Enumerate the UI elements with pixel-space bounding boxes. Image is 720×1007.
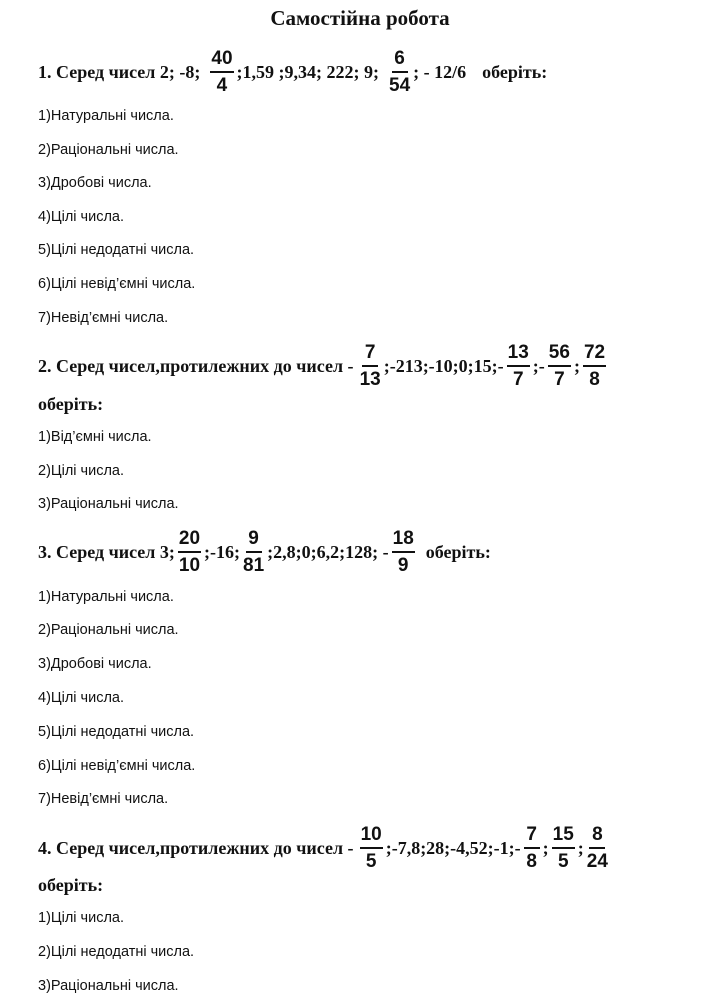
q3-option-7: 7)Невід’ємні числа. <box>38 791 169 807</box>
q3-option-5: 5)Цілі недодатні числа. <box>38 724 195 740</box>
q1-text-2: ;1,59 ;9,34; 222; 9; <box>236 61 380 82</box>
q4-choose-label: оберіть: <box>38 875 104 895</box>
q1-option-6: 6)Цілі невід’ємні числа. <box>38 276 196 292</box>
q1-option-3: 3)Дробові числа. <box>38 175 152 191</box>
q3-fraction-3 <box>392 529 415 575</box>
q3-option-4: 4)Цілі числа. <box>38 690 125 706</box>
q1-option-7: 7)Невід’ємні числа. <box>38 310 169 326</box>
q4-text-2: ;-7,8;28;-4,52;-1;- <box>385 837 521 858</box>
question-2 <box>38 336 609 396</box>
q1-fraction-1-numerator: 40 <box>210 49 233 73</box>
q4-fraction-1 <box>360 825 383 871</box>
q3-fraction-3-denominator: 9 <box>397 555 409 576</box>
q1-text-1: 1. Серед чисел 2; -8; <box>38 61 201 82</box>
q3-option-2: 2)Раціональні числа. <box>38 622 179 638</box>
q3-option-1: 1)Натуральні числа. <box>38 589 174 605</box>
q1-fraction-2-denominator: 54 <box>389 75 411 96</box>
q1-option-1: 1)Натуральні числа. <box>38 108 174 124</box>
q1-option-5: 5)Цілі недодатні числа. <box>38 242 195 258</box>
q4-fraction-2-numerator: 7 <box>524 825 540 849</box>
q3-text-3: ;2,8;0;6,2;128; - <box>267 541 389 562</box>
q2-fraction-3-numerator: 56 <box>548 343 571 367</box>
q2-option-2: 2)Цілі числа. <box>38 463 125 479</box>
q4-fraction-4-numerator: 8 <box>589 825 605 849</box>
q4-option-1: 1)Цілі числа. <box>38 910 125 926</box>
q3-option-6: 6)Цілі невід’ємні числа. <box>38 758 196 774</box>
q3-fraction-2-numerator: 9 <box>246 529 262 553</box>
q2-text-2: ;-213;-10;0;15;- <box>383 355 504 376</box>
q2-fraction-3-denominator: 7 <box>554 369 565 390</box>
q1-text-4: оберіть: <box>482 61 548 82</box>
q1-option-4: 4)Цілі числа. <box>38 209 125 225</box>
q2-fraction-2-denominator: 7 <box>512 369 524 390</box>
q2-option-3: 3)Раціональні числа. <box>38 496 179 512</box>
q2-text-1: 2. Серед чисел,протилежних до чисел - <box>38 355 354 376</box>
q3-text-2: ;-16; <box>204 541 241 562</box>
q2-fraction-4 <box>583 343 606 389</box>
q4-text-3: ; <box>542 837 549 858</box>
q4-fraction-3 <box>552 825 575 871</box>
q1-fraction-2-numerator: 6 <box>392 49 408 73</box>
q4-fraction-2-denominator: 8 <box>526 851 537 872</box>
q1-text-3: ; - 12/6 <box>413 61 467 82</box>
q3-text-1: 3. Серед чисел 3; <box>38 541 175 562</box>
question-1 <box>38 42 547 102</box>
q4-text-1: 4. Серед чисел,протилежних до чисел - <box>38 837 354 858</box>
q4-fraction-1-denominator: 5 <box>365 851 377 872</box>
q4-fraction-3-denominator: 5 <box>557 851 569 872</box>
q4-text-4: ; <box>577 837 584 858</box>
q3-fraction-1-denominator: 10 <box>178 555 201 576</box>
q3-fraction-1 <box>178 529 201 575</box>
q3-option-3: 3)Дробові числа. <box>38 656 152 672</box>
q2-fraction-3 <box>548 343 571 389</box>
q4-fraction-3-numerator: 15 <box>552 825 575 849</box>
q2-fraction-2-numerator: 13 <box>507 343 530 367</box>
page-title: Самостійна робота <box>270 6 450 30</box>
q1-option-2: 2)Раціональні числа. <box>38 142 179 158</box>
question-4 <box>38 818 611 878</box>
q4-fraction-4 <box>587 825 608 871</box>
q2-fraction-4-denominator: 8 <box>589 369 600 390</box>
q4-fraction-2 <box>524 825 540 871</box>
q2-fraction-2 <box>507 343 530 389</box>
q4-option-2: 2)Цілі недодатні числа. <box>38 944 195 960</box>
q2-fraction-4-numerator: 72 <box>583 343 606 367</box>
q4-option-3: 3)Раціональні числа. <box>38 978 179 994</box>
q3-fraction-2 <box>243 529 264 575</box>
question-3 <box>38 522 491 582</box>
q1-fraction-2 <box>389 49 410 95</box>
q2-fraction-1-numerator: 7 <box>362 343 378 367</box>
q3-fraction-2-denominator: 81 <box>243 555 265 576</box>
q2-text-3: ;- <box>532 355 545 376</box>
q4-fraction-4-denominator: 24 <box>586 851 608 872</box>
q2-text-4: ; <box>573 355 580 376</box>
q2-option-1: 1)Від’ємні числа. <box>38 429 152 445</box>
q1-fraction-1 <box>210 49 233 95</box>
q2-fraction-1-denominator: 13 <box>359 369 381 390</box>
q3-text-4: оберіть: <box>425 541 491 562</box>
q3-fraction-3-numerator: 18 <box>392 529 415 553</box>
q4-fraction-1-numerator: 10 <box>360 825 383 849</box>
q2-choose-label: оберіть: <box>38 394 104 414</box>
q1-fraction-1-denominator: 4 <box>216 75 228 96</box>
q3-fraction-1-numerator: 20 <box>178 529 201 553</box>
q2-fraction-1 <box>360 343 381 389</box>
